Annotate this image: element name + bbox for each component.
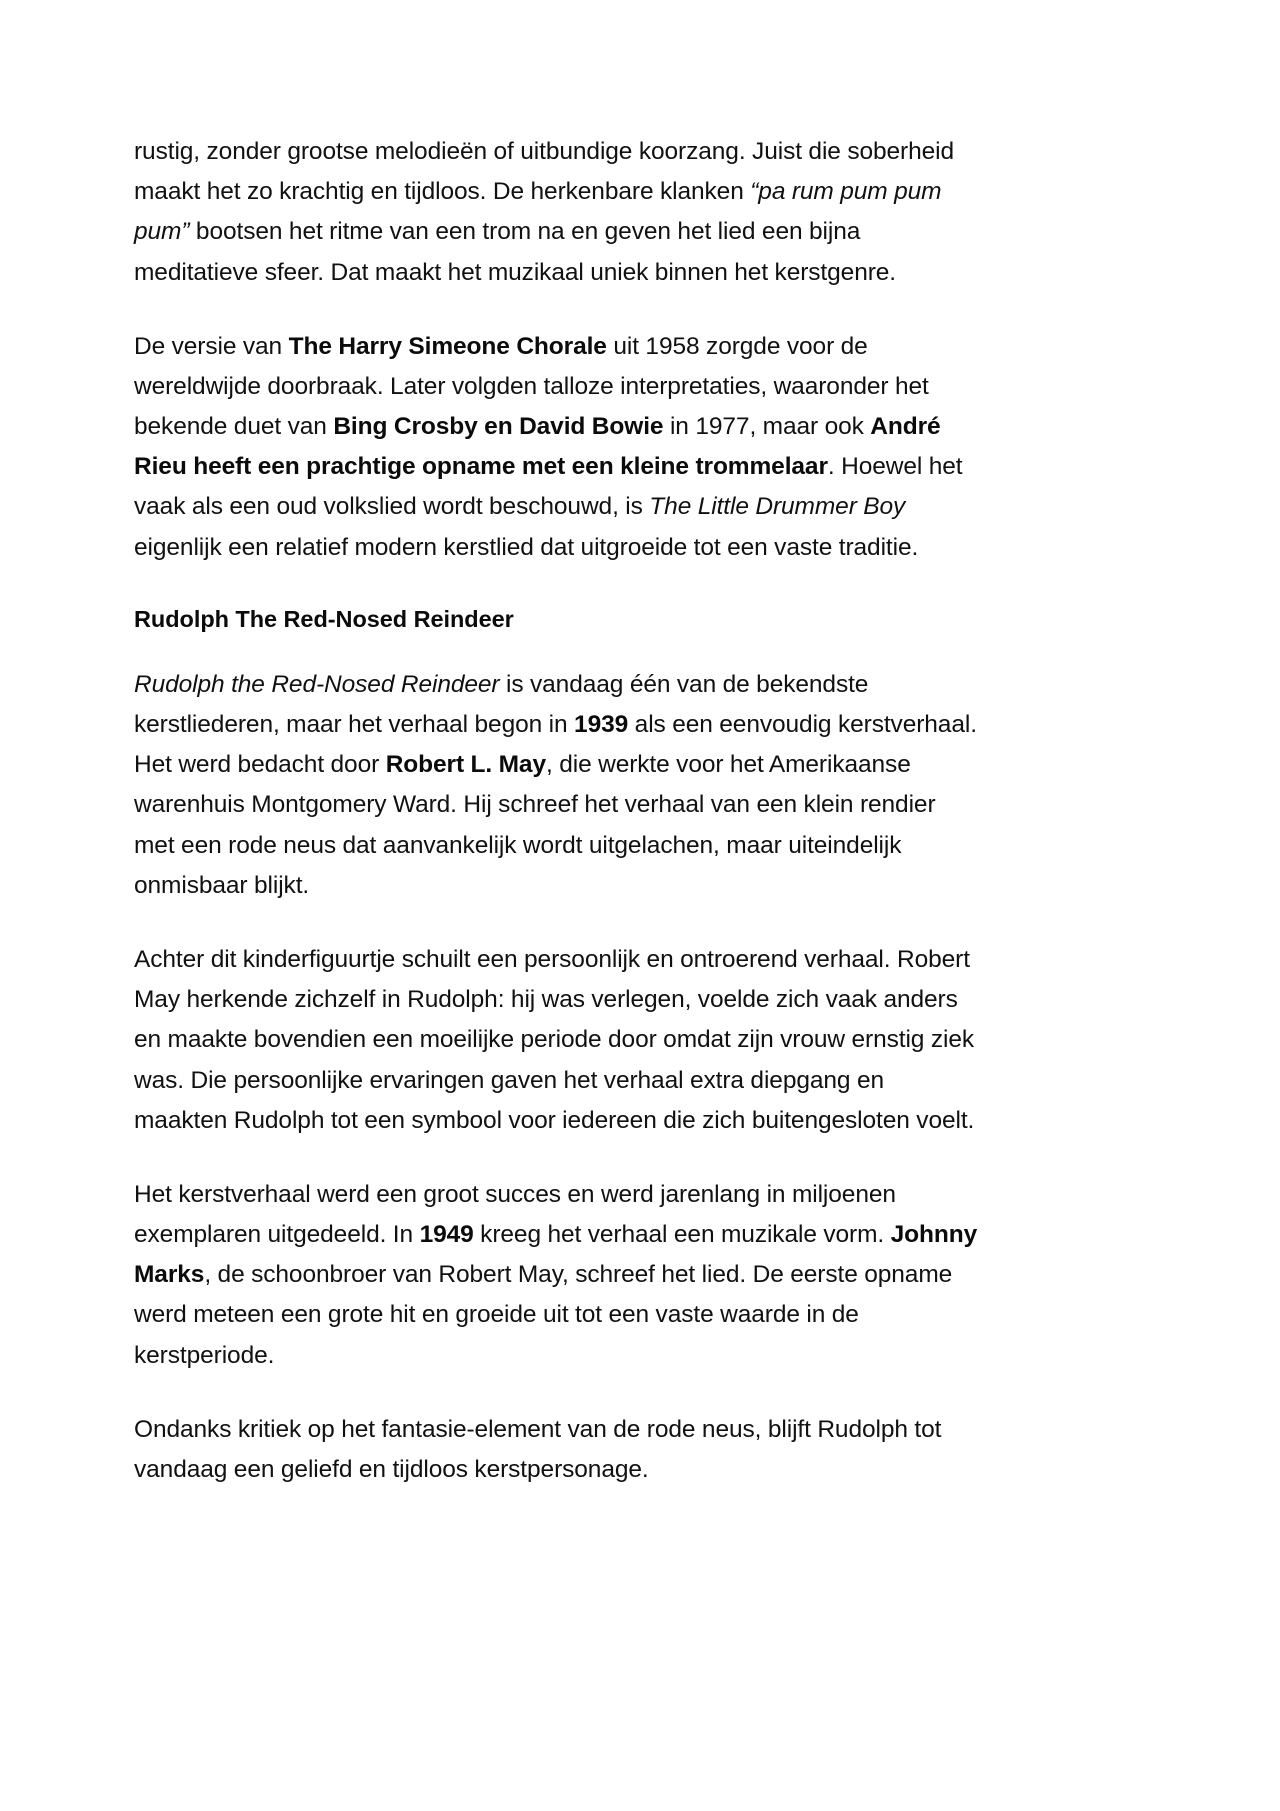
emphasis-bold: Robert L. May [385, 751, 546, 779]
heading-rudolph: Rudolph The Red-Nosed Reindeer [134, 605, 514, 632]
text-run: Achter dit kinderfiguurtje schuilt een persoonlijk en ontroerend verhaal. Robert May herkende zichzelf in Rudolph: hij was verlegen, voelde zich vaak anders en maakte bovendien een moeilijke periode door omdat zijn vrouw ernstig ziek was. Die persoonlijke ervaringen gaven het verhaal extra diepgang en maakten Rudolph tot een symbool voor iedereen die zich buitengesloten voelt. [134, 946, 975, 1134]
text-run: , de schoonbroer van Robert May, schreef het lied. De eerste opname werd meteen een grote hit en groeide uit tot een vaste waarde in de kerstperiode. [134, 1261, 953, 1369]
emphasis-bold: Bing Crosby en David Bowie [333, 413, 664, 441]
paragraph-little-drummer-boy-versions [134, 327, 980, 568]
text-run: uit 1958 zorgde voor de wereldwijde doorbraak. Later volgden talloze interpretaties, waaronder het bekende duet van [134, 332, 929, 441]
text-run: in 1977, maar ook [663, 413, 871, 441]
paragraph-rudolph-legacy [134, 1410, 980, 1490]
text-run: , die werkte voor het Amerikaanse warenhuis Montgomery Ward. Hij schreef het verhaal van een klein rendier met een rode neus dat aanvankelijk wordt uitgelachen, maar uiteindelijk onmisbaar blijkt. [134, 751, 936, 899]
emphasis-bold: The Harry Simeone Chorale [288, 332, 607, 360]
text-run: Het kerstverhaal werd een groot succes en werd jarenlang in miljoenen exemplaren uitgedeeld. In [134, 1180, 896, 1249]
article-body [134, 132, 980, 1490]
text-run: Ondanks kritiek op het fantasie-element van de rode neus, blijft Rudolph tot vandaag een geliefd en tijdloos kerstpersonage. [134, 1415, 942, 1483]
text-run: eigenlijk een relatief modern kerstlied dat uitgroeide tot een vaste traditie. [134, 533, 919, 561]
emphasis-bold: Johnny Marks [134, 1221, 978, 1289]
text-run: kreeg het verhaal een muzikale vorm. [473, 1221, 891, 1249]
text-run: . Hoewel het vaak als een oud volkslied wordt beschouwd, is [134, 453, 963, 521]
paragraph-rudolph-song-success [134, 1175, 980, 1376]
text-run: rustig, zonder grootse melodieën of uitbundige koorzang. Juist die soberheid maakt het zo krachtig en tijdloos. De herkenbare klanken [134, 138, 955, 206]
emphasis-italic: Rudolph the Red-Nosed Reindeer [134, 670, 500, 698]
emphasis-italic: The Little Drummer Boy [649, 493, 906, 521]
emphasis-bold: André Rieu heeft een prachtige opname met een kleine trommelaar [134, 413, 941, 481]
text-run: De versie van [134, 332, 289, 360]
text-run: als een eenvoudig kerstverhaal. Het werd bedacht door [134, 711, 977, 779]
text-run: is vandaag één van de bekendste kerstliederen, maar het verhaal begon in [134, 670, 869, 739]
paragraph-rudolph-origin [134, 665, 980, 906]
paragraph-rudolph-personal-story [134, 940, 980, 1141]
text-run: bootsen het ritme van een trom na en geven het lied een bijna meditatieve sfeer. Dat maakt het muzikaal uniek binnen het kerstgenre. [134, 218, 897, 286]
emphasis-italic: “pa rum pum pum pum” [134, 178, 942, 246]
emphasis-bold: 1949 [419, 1221, 474, 1249]
emphasis-bold: 1939 [574, 711, 629, 739]
paragraph-little-drummer-boy-sound [134, 132, 980, 293]
